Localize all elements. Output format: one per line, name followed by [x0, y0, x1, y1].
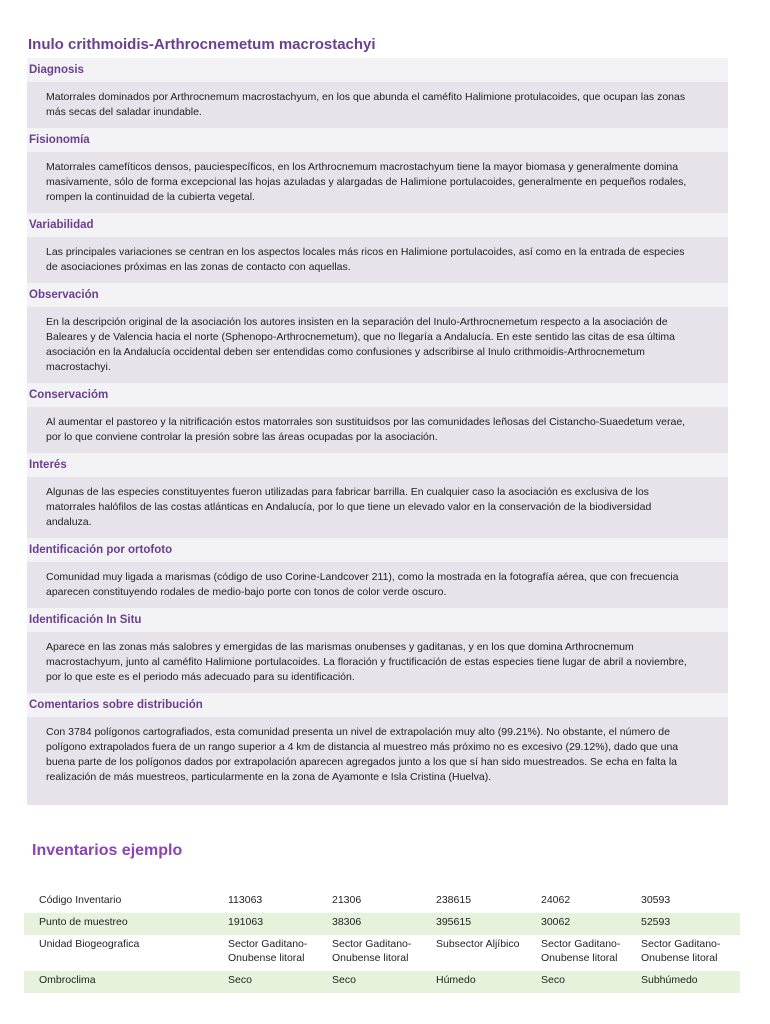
section-observacion — [27, 283, 728, 383]
table-cell: 30593 — [641, 894, 671, 906]
section-text: Matorrales camefíticos densos, pauciespecíficos, en los Arthrocnemum macrostachyum tiene la mayor biomasa y generalmente domina masivamente, sólo de forma excepcional las hojas azuladas y alargadas de Halimione portulacoides, generalmente en pequeños rodales, rompen la continuidad de la cubierta vegetal. — [27, 152, 728, 213]
section-heading: Interés — [27, 453, 728, 477]
table-cell: 113063 — [228, 894, 263, 906]
table-cell: Sector Gaditano-Onubense litoral — [228, 938, 308, 964]
section-text: Al aumentar el pastoreo y la nitrificación estos matorrales son sustituidsos por las comunidades leñosas del Cistancho-Suaedetum verae, por lo que conviene controlar la presión sobre las áreas ocupadas por la asociación. — [27, 407, 728, 453]
table-cell: Subhúmedo — [641, 974, 698, 986]
table-cell: 191063 — [228, 916, 264, 928]
section-text: En la descripción original de la asociación los autores insisten en la separación del Inulo-Arthrocnemetum respecto a la asociación de Baleares y de Valencia hacia el norte (Sphenopo-Arthrocnemetum), que no llegaría a Andalucía. En este sentido las citas de esa última asociación en la Andalucía occidental deben ser entendidas como confusiones y adscribirse al Inulo crithmoidis-Arthrocnemetum macrostachyi. — [27, 307, 728, 383]
table-cell: Subsector Aljíbico — [436, 938, 520, 950]
section-heading: Variabilidad — [27, 213, 728, 237]
section-heading: Identificación por ortofoto — [27, 538, 728, 562]
sections-container — [27, 58, 728, 805]
section-text: Aparece en las zonas más salobres y emergidas de las marismas onubenses y gaditanas, y en los que domina Arthrocnemum macrostachyum, junto al caméfito Halimione portulacoides. La floración y fructificación de estas especies tiene lugar de abril a noviembre, por lo que este es el periodo más adecuado para su identificación. — [27, 632, 728, 693]
section-text: Comunidad muy ligada a marismas (código de uso Corine-Landcover 211), como la mostrada en la fotografía aérea, que con frecuencia aparecen constituyendo rodales de medio-bajo porte con tonos de color verde oscuro. — [27, 562, 728, 608]
section-interes — [27, 453, 728, 538]
section-diagnosis — [27, 58, 728, 128]
inventarios-title: Inventarios ejemplo — [32, 842, 183, 859]
section-heading: Observación — [27, 283, 728, 307]
section-fisionomia — [27, 128, 728, 213]
table-cell: 38306 — [332, 916, 362, 928]
table-row — [24, 913, 740, 935]
section-conservacion — [27, 383, 728, 453]
table-row — [24, 935, 740, 971]
section-identificacion-ortofoto — [27, 538, 728, 608]
row-label: Código Inventario — [39, 894, 122, 906]
table-cell: 21306 — [332, 894, 362, 906]
table-cell: 24062 — [541, 894, 571, 906]
table-cell: 30062 — [541, 916, 571, 928]
table-cell: Seco — [541, 974, 565, 986]
section-identificacion-in-situ — [27, 608, 728, 693]
table-cell: 238615 — [436, 894, 472, 906]
section-heading: Comentarios sobre distribución — [27, 693, 728, 717]
row-label: Punto de muestreo — [39, 916, 128, 928]
table-cell: Seco — [332, 974, 356, 986]
table-cell: Sector Gaditano-Onubense litoral — [541, 938, 621, 964]
table-cell: 395615 — [436, 916, 472, 928]
section-variabilidad — [27, 213, 728, 283]
section-text: Algunas de las especies constituyentes fueron utilizadas para fabricar barrilla. En cualquier caso la asociación es exclusiva de los matorrales halófilos de las costas atlánticas en Andalucía, por lo que tiene un elevado valor en la conservación de la biodiversidad andaluza. — [27, 477, 728, 538]
table-row — [24, 891, 740, 913]
row-label: Ombroclima — [39, 974, 96, 986]
table-cell: 52593 — [641, 916, 671, 928]
inventarios-table — [24, 891, 740, 993]
section-text: Las principales variaciones se centran en los aspectos locales más ricos en Halimione portulacoides, así como en la entrada de especies de asociaciones próximas en las zonas de contacto con aquellas. — [27, 237, 728, 283]
table-row — [24, 971, 740, 993]
table-cell: Sector Gaditano-Onubense litoral — [641, 938, 721, 964]
section-heading: Fisionomía — [27, 128, 728, 152]
section-heading: Diagnosis — [27, 58, 728, 82]
section-text: Matorrales dominados por Arthrocnemum macrostachyum, en los que abunda el caméfito Halimione protulacoides, que ocupan las zonas más secas del saladar inundable. — [27, 82, 728, 128]
document-title: Inulo crithmoidis-Arthrocnemetum macrostachyi — [28, 36, 376, 53]
section-text: Con 3784 polígonos cartografiados, esta comunidad presenta un nivel de extrapolación muy alto (99.21%). No obstante, el número de polígono extrapolados fuera de un rango superior a 4 km de distancia al muestreo más próximo no es excesivo (29.12%), dado que una buena parte de los polígonos dados por extrapolación aparecen agregados junto a los que sí han sido muestreados. Se echa en falta la realización de más muestreos, particularmente en la zona de Ayamonte e Isla Cristina (Huelva). — [27, 717, 728, 805]
table-cell: Seco — [228, 974, 252, 986]
table-cell: Húmedo — [436, 974, 476, 986]
row-label: Unidad Biogeografica — [39, 938, 140, 950]
section-comentarios-distribucion — [27, 693, 728, 805]
section-heading: Conservacióm — [27, 383, 728, 407]
table-cell: Sector Gaditano-Onubense litoral — [332, 938, 412, 964]
section-heading: Identificación In Situ — [27, 608, 728, 632]
